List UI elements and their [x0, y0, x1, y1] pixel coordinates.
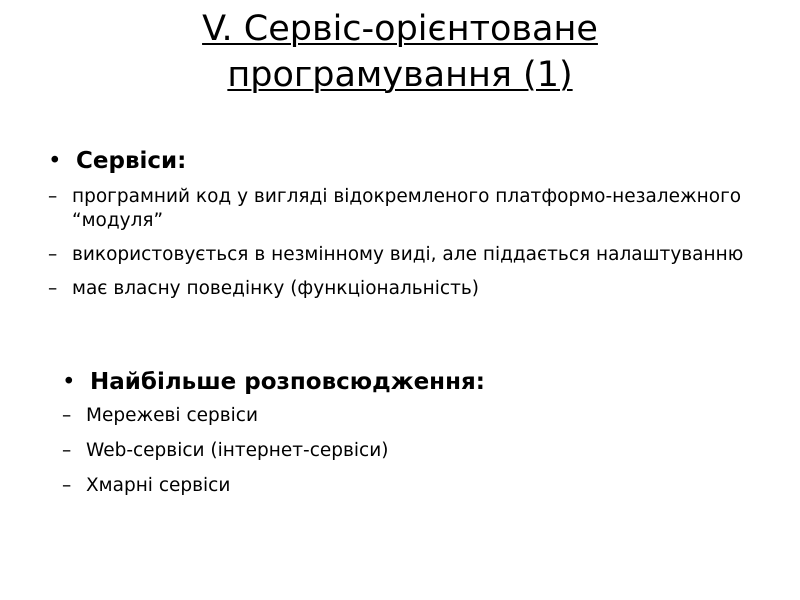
section-heading-services: • Сервіси:	[48, 147, 758, 175]
distribution-section	[62, 368, 762, 509]
slide-title-line-1: V. Сервіс-орієнтоване	[202, 9, 598, 49]
list-item: – Мережеві сервіси	[62, 404, 762, 428]
list-item: – використовується в незмінному виді, але піддається налаштуванню	[48, 243, 758, 267]
services-section	[48, 147, 758, 311]
list-item: – програмний код у вигляді відокремленого платформо-незалежного “модуля”	[48, 185, 758, 233]
list-item: – Web-сервіси (інтернет-сервіси)	[62, 439, 762, 463]
slide-title-line-2: програмування (1)	[227, 55, 573, 95]
slide-title	[0, 6, 800, 98]
list-item: – Хмарні сервіси	[62, 474, 762, 498]
list-item: – має власну поведінку (функціональність)	[48, 277, 758, 301]
section-heading-distribution: • Найбільше розповсюдження:	[62, 368, 762, 396]
